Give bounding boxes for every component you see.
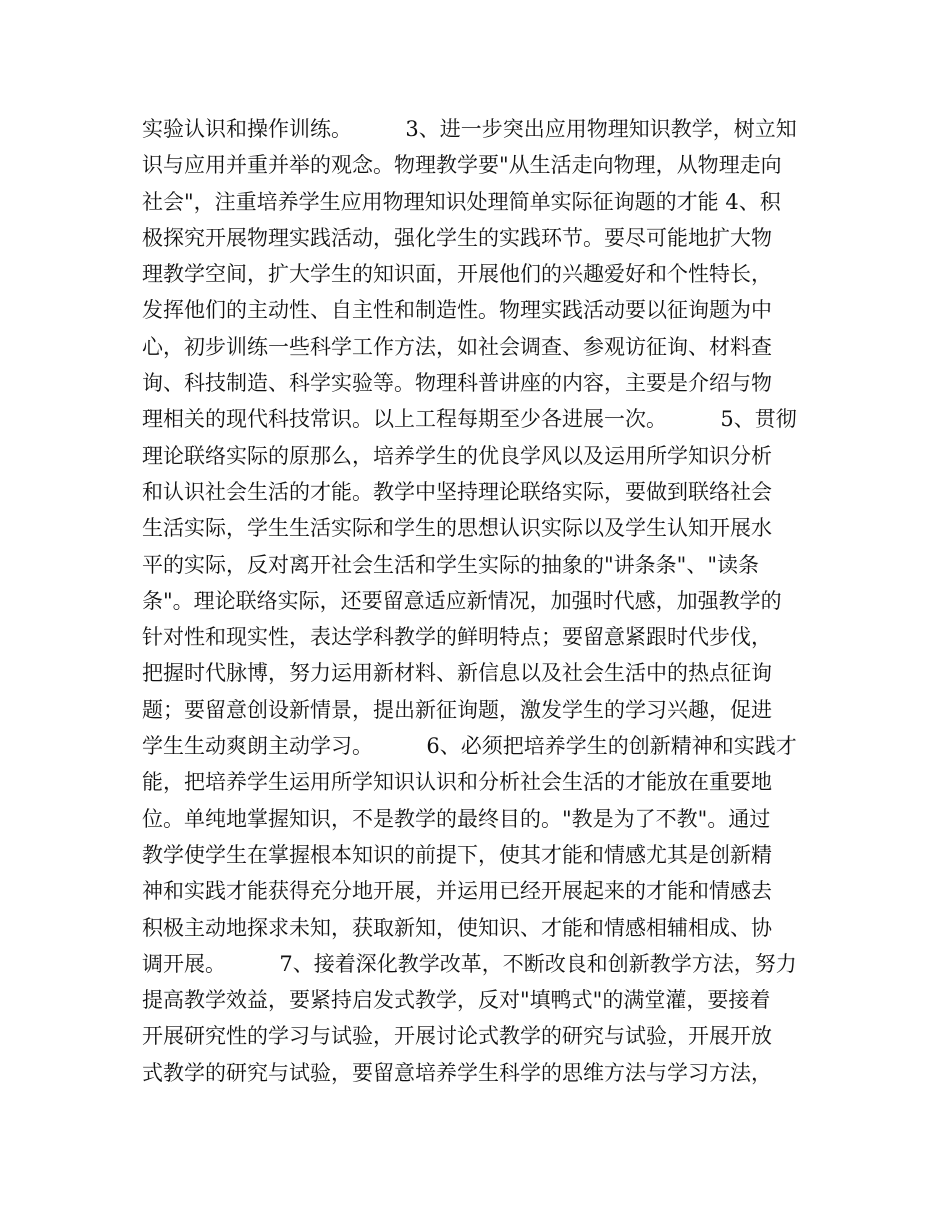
text-line-21: 教学使学生在掌握根本知识的前提下，使其才能和情感尤其是创新精 (142, 842, 772, 867)
text-line-19: 能，把培养学生运用所学知识认识和分析社会生活的才能放在重要地 (142, 770, 772, 795)
text-line-11: 和认识社会生活的才能。教学中坚持理论联络实际，要做到联络社会 (142, 479, 772, 504)
text-line-24: 调开展。 7、接着深化教学改革，不断改良和创新教学方法，努力 (142, 951, 797, 976)
text-line-5: 理教学空间，扩大学生的知识面，开展他们的兴趣爱好和个性特长， (142, 262, 772, 287)
text-line-22: 神和实践才能获得充分地开展，并运用已经开展起来的才能和情感去 (142, 879, 772, 904)
text-line-12: 生活实际，学生生活实际和学生的思想认识实际以及学生认知开展水 (142, 516, 772, 541)
text-line-8: 询、科技制造、科学实验等。物理科普讲座的内容，主要是介绍与物 (142, 371, 772, 396)
text-line-16: 把握时代脉博，努力运用新材料、新信息以及社会生活中的热点征询 (142, 661, 772, 686)
text-line-17: 题；要留意创设新情景，提出新征询题，激发学生的学习兴趣，促进 (142, 697, 772, 722)
text-line-3: 社会"，注重培养学生应用物理知识处理简单实际征询题的才能 4、积 (142, 189, 781, 214)
text-line-1: 实验认识和操作训练。 3、进一步突出应用物理知识教学，树立知 (142, 117, 797, 141)
text-line-18: 学生生动爽朗主动学习。 6、必须把培养学生的创新精神和实践才 (142, 734, 797, 759)
text-line-7: 心，初步训练一些科学工作方法，如社会调查、参观访征询、材料查 (142, 334, 772, 359)
text-line-27: 式教学的研究与试验，要留意培养学生科学的思维方法与学习方法， (142, 1060, 772, 1085)
text-line-13: 平的实际，反对离开社会生活和学生实际的抽象的"讲条条"、"读条 (142, 552, 759, 577)
text-line-4: 极探究开展物理实践活动，强化学生的实践环节。要尽可能地扩大物 (142, 225, 772, 250)
text-line-10: 理论联络实际的原那么，培养学生的优良学风以及运用所学知识分析 (142, 443, 772, 468)
body-paragraph (142, 111, 822, 1091)
text-line-20: 位。单纯地掌握知识，不是教学的最终目的。"教是为了不教"。通过 (142, 806, 771, 831)
text-line-25: 提高教学效益，要紧持启发式教学，反对"填鸭式"的满堂灌，要接着 (142, 988, 771, 1013)
text-line-2: 识与应用并重并举的观念。物理教学要"从生活走向物理，从物理走向 (142, 153, 782, 178)
text-line-15: 针对性和现实性，表达学科教学的鲜明特点；要留意紧跟时代步伐， (142, 625, 772, 650)
text-line-14: 条"。理论联络实际，还要留意适应新情况，加强时代感，加强教学的 (142, 588, 782, 613)
text-line-23: 积极主动地探求未知，获取新知，使知识、才能和情感相辅相成、协 (142, 915, 772, 940)
text-line-26: 开展研究性的学习与试验，开展讨论式教学的研究与试验，开展开放 (142, 1024, 772, 1049)
text-line-9: 理相关的现代科技常识。以上工程每期至少各进展一次。 5、贯彻 (142, 407, 797, 432)
text-line-6: 发挥他们的主动性、自主性和制造性。物理实践活动要以征询题为中 (142, 298, 772, 323)
